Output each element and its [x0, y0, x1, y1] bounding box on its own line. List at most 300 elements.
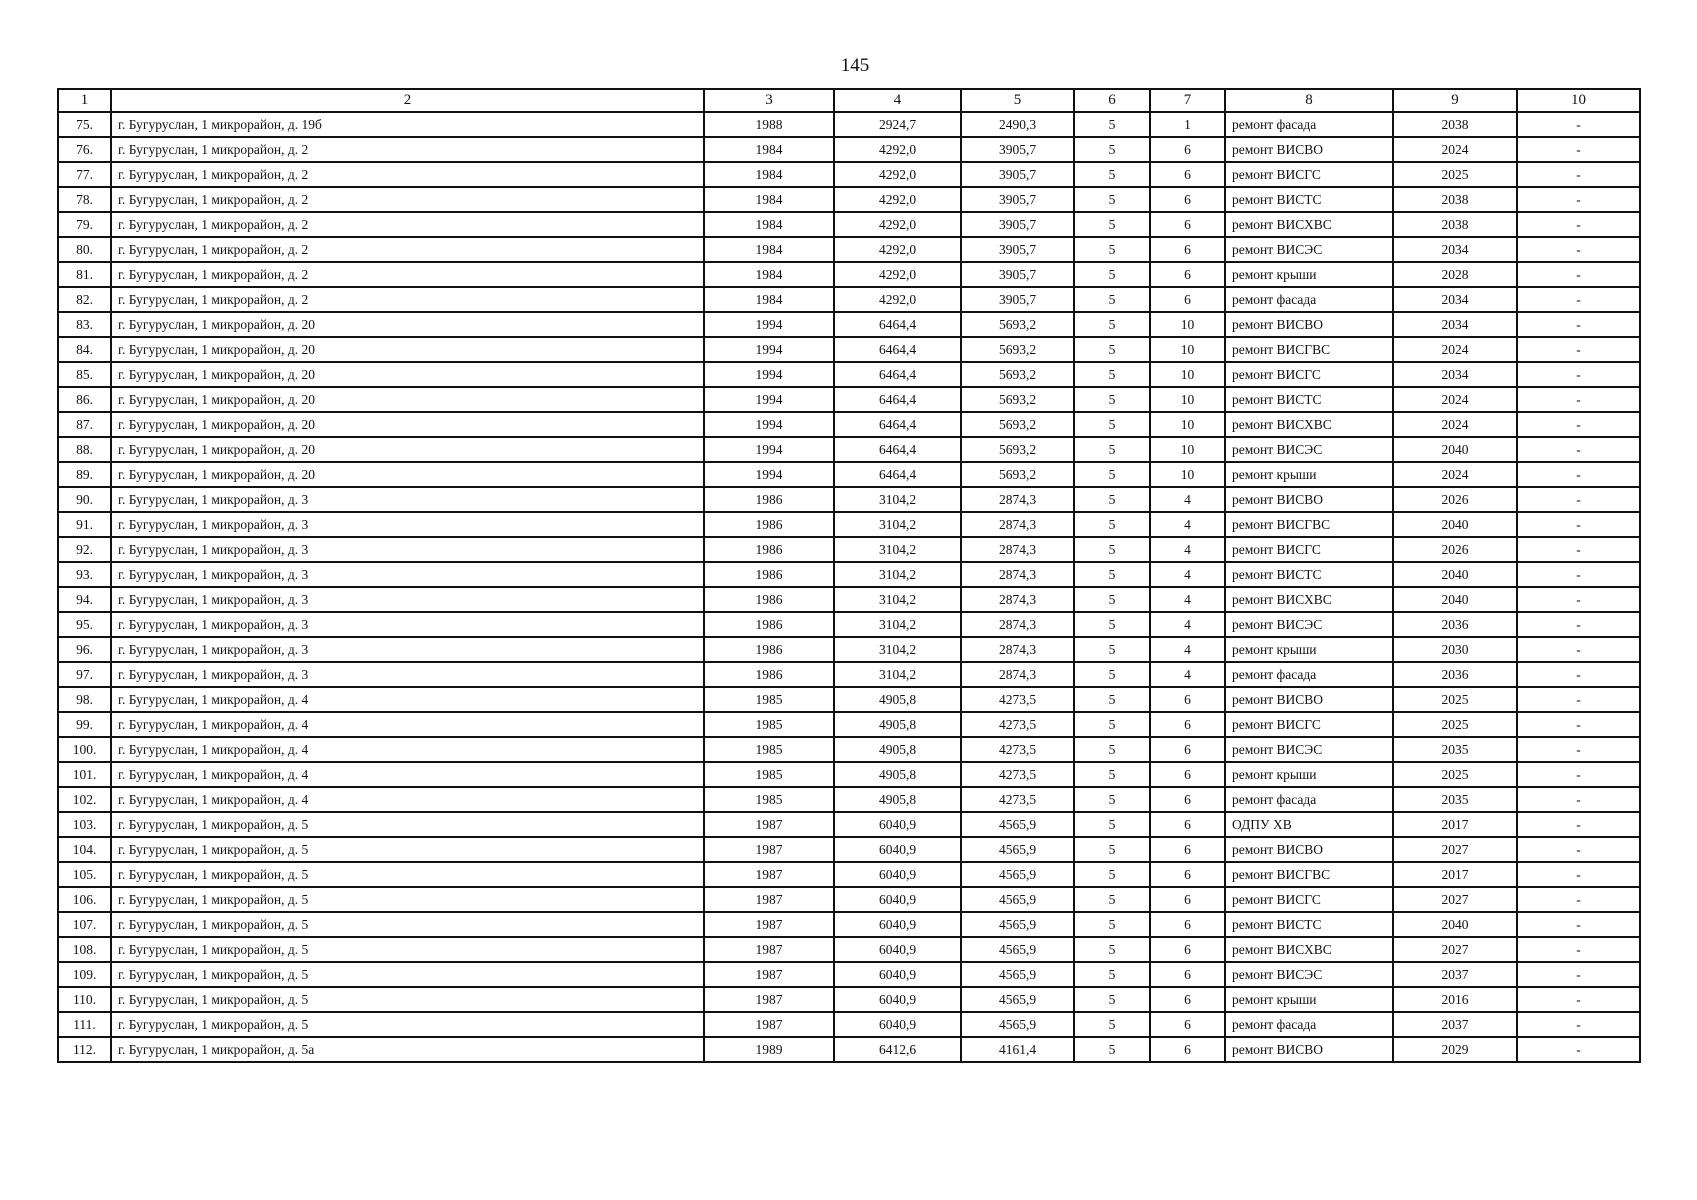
work-type-cell: ремонт крыши [1225, 987, 1393, 1012]
note-cell: - [1517, 912, 1640, 937]
note-cell: - [1517, 662, 1640, 687]
column-header: 5 [961, 89, 1074, 112]
entrances-cell: 4 [1150, 637, 1225, 662]
living-area-cell: 5693,2 [961, 387, 1074, 412]
table-row [58, 687, 1640, 712]
row-number-cell: 92. [58, 537, 111, 562]
row-number-cell: 107. [58, 912, 111, 937]
entrances-cell: 6 [1150, 987, 1225, 1012]
note-cell: - [1517, 487, 1640, 512]
address-cell: г. Бугуруслан, 1 микрорайон, д. 3 [111, 662, 704, 687]
address-cell: г. Бугуруслан, 1 микрорайон, д. 3 [111, 487, 704, 512]
year-built-cell: 1994 [704, 462, 834, 487]
column-header: 7 [1150, 89, 1225, 112]
planned-year-cell: 2036 [1393, 662, 1517, 687]
work-type-cell: ремонт ВИСТС [1225, 562, 1393, 587]
row-number-cell: 82. [58, 287, 111, 312]
note-cell: - [1517, 187, 1640, 212]
planned-year-cell: 2017 [1393, 812, 1517, 837]
note-cell: - [1517, 462, 1640, 487]
row-number-cell: 78. [58, 187, 111, 212]
floors-cell: 5 [1074, 212, 1150, 237]
row-number-cell: 109. [58, 962, 111, 987]
entrances-cell: 10 [1150, 387, 1225, 412]
planned-year-cell: 2029 [1393, 1037, 1517, 1062]
work-type-cell: ремонт ВИСВО [1225, 312, 1393, 337]
planned-year-cell: 2026 [1393, 537, 1517, 562]
work-type-cell: ремонт ВИСХВС [1225, 937, 1393, 962]
living-area-cell: 3905,7 [961, 137, 1074, 162]
work-type-cell: ремонт ВИСВО [1225, 137, 1393, 162]
address-cell: г. Бугуруслан, 1 микрорайон, д. 2 [111, 262, 704, 287]
work-type-cell: ремонт ВИСГС [1225, 162, 1393, 187]
floors-cell: 5 [1074, 687, 1150, 712]
entrances-cell: 6 [1150, 162, 1225, 187]
entrances-cell: 4 [1150, 662, 1225, 687]
row-number-cell: 110. [58, 987, 111, 1012]
planned-year-cell: 2028 [1393, 262, 1517, 287]
total-area-cell: 6040,9 [834, 862, 961, 887]
entrances-cell: 4 [1150, 512, 1225, 537]
living-area-cell: 4273,5 [961, 762, 1074, 787]
living-area-cell: 4565,9 [961, 837, 1074, 862]
floors-cell: 5 [1074, 162, 1150, 187]
planned-year-cell: 2027 [1393, 887, 1517, 912]
total-area-cell: 3104,2 [834, 537, 961, 562]
table-row [58, 262, 1640, 287]
table-body [58, 112, 1640, 1062]
entrances-cell: 6 [1150, 937, 1225, 962]
table-row [58, 287, 1640, 312]
note-cell: - [1517, 962, 1640, 987]
year-built-cell: 1987 [704, 887, 834, 912]
note-cell: - [1517, 562, 1640, 587]
address-cell: г. Бугуруслан, 1 микрорайон, д. 20 [111, 437, 704, 462]
row-number-cell: 87. [58, 412, 111, 437]
address-cell: г. Бугуруслан, 1 микрорайон, д. 5 [111, 1012, 704, 1037]
address-cell: г. Бугуруслан, 1 микрорайон, д. 20 [111, 387, 704, 412]
note-cell: - [1517, 862, 1640, 887]
note-cell: - [1517, 212, 1640, 237]
address-cell: г. Бугуруслан, 1 микрорайон, д. 3 [111, 612, 704, 637]
planned-year-cell: 2017 [1393, 862, 1517, 887]
floors-cell: 5 [1074, 437, 1150, 462]
entrances-cell: 6 [1150, 912, 1225, 937]
living-area-cell: 2874,3 [961, 512, 1074, 537]
address-cell: г. Бугуруслан, 1 микрорайон, д. 5а [111, 1037, 704, 1062]
row-number-cell: 100. [58, 737, 111, 762]
column-header: 10 [1517, 89, 1640, 112]
planned-year-cell: 2025 [1393, 162, 1517, 187]
table-row [58, 337, 1640, 362]
address-cell: г. Бугуруслан, 1 микрорайон, д. 4 [111, 762, 704, 787]
planned-year-cell: 2034 [1393, 362, 1517, 387]
note-cell: - [1517, 687, 1640, 712]
entrances-cell: 4 [1150, 537, 1225, 562]
table-row [58, 962, 1640, 987]
living-area-cell: 3905,7 [961, 187, 1074, 212]
planned-year-cell: 2040 [1393, 912, 1517, 937]
floors-cell: 5 [1074, 962, 1150, 987]
note-cell: - [1517, 137, 1640, 162]
floors-cell: 5 [1074, 337, 1150, 362]
table-row [58, 862, 1640, 887]
work-type-cell: ремонт ВИСЭС [1225, 962, 1393, 987]
floors-cell: 5 [1074, 487, 1150, 512]
note-cell: - [1517, 1012, 1640, 1037]
planned-year-cell: 2034 [1393, 237, 1517, 262]
living-area-cell: 5693,2 [961, 337, 1074, 362]
note-cell: - [1517, 437, 1640, 462]
work-type-cell: ремонт фасада [1225, 287, 1393, 312]
entrances-cell: 6 [1150, 137, 1225, 162]
total-area-cell: 4905,8 [834, 687, 961, 712]
year-built-cell: 1986 [704, 612, 834, 637]
note-cell: - [1517, 512, 1640, 537]
entrances-cell: 10 [1150, 337, 1225, 362]
living-area-cell: 5693,2 [961, 412, 1074, 437]
table-row [58, 412, 1640, 437]
work-type-cell: ремонт ВИСВО [1225, 687, 1393, 712]
work-type-cell: ремонт ВИСВО [1225, 487, 1393, 512]
living-area-cell: 4565,9 [961, 987, 1074, 1012]
planned-year-cell: 2024 [1393, 137, 1517, 162]
table-row [58, 112, 1640, 137]
address-cell: г. Бугуруслан, 1 микрорайон, д. 3 [111, 587, 704, 612]
note-cell: - [1517, 362, 1640, 387]
floors-cell: 5 [1074, 187, 1150, 212]
row-number-cell: 86. [58, 387, 111, 412]
row-number-cell: 103. [58, 812, 111, 837]
address-cell: г. Бугуруслан, 1 микрорайон, д. 2 [111, 287, 704, 312]
floors-cell: 5 [1074, 537, 1150, 562]
planned-year-cell: 2025 [1393, 712, 1517, 737]
floors-cell: 5 [1074, 237, 1150, 262]
row-number-cell: 94. [58, 587, 111, 612]
address-cell: г. Бугуруслан, 1 микрорайон, д. 2 [111, 212, 704, 237]
row-number-cell: 91. [58, 512, 111, 537]
address-cell: г. Бугуруслан, 1 микрорайон, д. 19б [111, 112, 704, 137]
living-area-cell: 2874,3 [961, 662, 1074, 687]
year-built-cell: 1986 [704, 487, 834, 512]
total-area-cell: 4292,0 [834, 187, 961, 212]
column-header: 8 [1225, 89, 1393, 112]
planned-year-cell: 2037 [1393, 962, 1517, 987]
living-area-cell: 4565,9 [961, 912, 1074, 937]
floors-cell: 5 [1074, 587, 1150, 612]
address-cell: г. Бугуруслан, 1 микрорайон, д. 2 [111, 137, 704, 162]
floors-cell: 5 [1074, 512, 1150, 537]
total-area-cell: 3104,2 [834, 662, 961, 687]
total-area-cell: 4292,0 [834, 212, 961, 237]
table-row [58, 737, 1640, 762]
year-built-cell: 1994 [704, 387, 834, 412]
row-number-cell: 106. [58, 887, 111, 912]
year-built-cell: 1985 [704, 712, 834, 737]
entrances-cell: 6 [1150, 237, 1225, 262]
table-row [58, 312, 1640, 337]
address-cell: г. Бугуруслан, 1 микрорайон, д. 2 [111, 237, 704, 262]
total-area-cell: 4905,8 [834, 762, 961, 787]
living-area-cell: 2874,3 [961, 537, 1074, 562]
note-cell: - [1517, 1037, 1640, 1062]
total-area-cell: 6040,9 [834, 837, 961, 862]
note-cell: - [1517, 787, 1640, 812]
total-area-cell: 3104,2 [834, 487, 961, 512]
living-area-cell: 2874,3 [961, 562, 1074, 587]
header-row [58, 89, 1640, 112]
table-row [58, 387, 1640, 412]
year-built-cell: 1985 [704, 787, 834, 812]
floors-cell: 5 [1074, 462, 1150, 487]
living-area-cell: 4273,5 [961, 712, 1074, 737]
note-cell: - [1517, 237, 1640, 262]
total-area-cell: 6464,4 [834, 337, 961, 362]
planned-year-cell: 2038 [1393, 187, 1517, 212]
work-type-cell: ремонт ВИСЭС [1225, 612, 1393, 637]
note-cell: - [1517, 312, 1640, 337]
entrances-cell: 10 [1150, 312, 1225, 337]
note-cell: - [1517, 337, 1640, 362]
row-number-cell: 83. [58, 312, 111, 337]
total-area-cell: 6464,4 [834, 462, 961, 487]
planned-year-cell: 2035 [1393, 737, 1517, 762]
row-number-cell: 101. [58, 762, 111, 787]
work-type-cell: ремонт ВИСТС [1225, 187, 1393, 212]
living-area-cell: 4565,9 [961, 1012, 1074, 1037]
column-header: 9 [1393, 89, 1517, 112]
row-number-cell: 98. [58, 687, 111, 712]
work-type-cell: ремонт ВИСВО [1225, 837, 1393, 862]
table-row [58, 237, 1640, 262]
address-cell: г. Бугуруслан, 1 микрорайон, д. 5 [111, 837, 704, 862]
note-cell: - [1517, 637, 1640, 662]
row-number-cell: 96. [58, 637, 111, 662]
table-row [58, 562, 1640, 587]
entrances-cell: 6 [1150, 762, 1225, 787]
floors-cell: 5 [1074, 812, 1150, 837]
floors-cell: 5 [1074, 262, 1150, 287]
total-area-cell: 3104,2 [834, 637, 961, 662]
living-area-cell: 4161,4 [961, 1037, 1074, 1062]
living-area-cell: 4565,9 [961, 812, 1074, 837]
work-type-cell: ремонт ВИСЭС [1225, 737, 1393, 762]
registry-table [57, 88, 1641, 1063]
work-type-cell: ремонт крыши [1225, 262, 1393, 287]
living-area-cell: 5693,2 [961, 437, 1074, 462]
floors-cell: 5 [1074, 712, 1150, 737]
work-type-cell: ремонт ВИСГВС [1225, 337, 1393, 362]
planned-year-cell: 2024 [1393, 337, 1517, 362]
planned-year-cell: 2037 [1393, 1012, 1517, 1037]
work-type-cell: ремонт ВИСТС [1225, 912, 1393, 937]
floors-cell: 5 [1074, 1012, 1150, 1037]
living-area-cell: 2490,3 [961, 112, 1074, 137]
table-row [58, 462, 1640, 487]
address-cell: г. Бугуруслан, 1 микрорайон, д. 5 [111, 987, 704, 1012]
floors-cell: 5 [1074, 312, 1150, 337]
planned-year-cell: 2026 [1393, 487, 1517, 512]
living-area-cell: 4565,9 [961, 887, 1074, 912]
note-cell: - [1517, 762, 1640, 787]
total-area-cell: 4292,0 [834, 262, 961, 287]
entrances-cell: 6 [1150, 787, 1225, 812]
total-area-cell: 4905,8 [834, 787, 961, 812]
year-built-cell: 1984 [704, 237, 834, 262]
planned-year-cell: 2040 [1393, 437, 1517, 462]
living-area-cell: 3905,7 [961, 287, 1074, 312]
planned-year-cell: 2034 [1393, 312, 1517, 337]
entrances-cell: 4 [1150, 562, 1225, 587]
address-cell: г. Бугуруслан, 1 микрорайон, д. 5 [111, 812, 704, 837]
floors-cell: 5 [1074, 862, 1150, 887]
table-row [58, 212, 1640, 237]
row-number-cell: 88. [58, 437, 111, 462]
year-built-cell: 1987 [704, 862, 834, 887]
work-type-cell: ремонт ВИСГВС [1225, 862, 1393, 887]
year-built-cell: 1994 [704, 337, 834, 362]
note-cell: - [1517, 837, 1640, 862]
row-number-cell: 108. [58, 937, 111, 962]
year-built-cell: 1984 [704, 137, 834, 162]
work-type-cell: ремонт ВИСХВС [1225, 212, 1393, 237]
work-type-cell: ремонт ВИСГВС [1225, 512, 1393, 537]
year-built-cell: 1987 [704, 962, 834, 987]
total-area-cell: 6412,6 [834, 1037, 961, 1062]
row-number-cell: 90. [58, 487, 111, 512]
entrances-cell: 6 [1150, 712, 1225, 737]
year-built-cell: 1987 [704, 937, 834, 962]
floors-cell: 5 [1074, 112, 1150, 137]
total-area-cell: 2924,7 [834, 112, 961, 137]
row-number-cell: 84. [58, 337, 111, 362]
total-area-cell: 6040,9 [834, 937, 961, 962]
work-type-cell: ремонт фасада [1225, 1012, 1393, 1037]
floors-cell: 5 [1074, 662, 1150, 687]
year-built-cell: 1987 [704, 912, 834, 937]
entrances-cell: 6 [1150, 962, 1225, 987]
living-area-cell: 4565,9 [961, 862, 1074, 887]
row-number-cell: 93. [58, 562, 111, 587]
floors-cell: 5 [1074, 837, 1150, 862]
work-type-cell: ремонт фасада [1225, 112, 1393, 137]
living-area-cell: 3905,7 [961, 162, 1074, 187]
total-area-cell: 6040,9 [834, 987, 961, 1012]
year-built-cell: 1994 [704, 412, 834, 437]
page-number: 145 [840, 55, 870, 76]
total-area-cell: 3104,2 [834, 562, 961, 587]
living-area-cell: 4565,9 [961, 937, 1074, 962]
planned-year-cell: 2025 [1393, 762, 1517, 787]
column-header: 2 [111, 89, 704, 112]
year-built-cell: 1985 [704, 762, 834, 787]
table-row [58, 662, 1640, 687]
note-cell: - [1517, 387, 1640, 412]
planned-year-cell: 2038 [1393, 212, 1517, 237]
note-cell: - [1517, 887, 1640, 912]
year-built-cell: 1986 [704, 512, 834, 537]
table-row [58, 912, 1640, 937]
row-number-cell: 80. [58, 237, 111, 262]
work-type-cell: ремонт ВИСГС [1225, 887, 1393, 912]
floors-cell: 5 [1074, 937, 1150, 962]
note-cell: - [1517, 112, 1640, 137]
year-built-cell: 1989 [704, 1037, 834, 1062]
planned-year-cell: 2027 [1393, 937, 1517, 962]
year-built-cell: 1987 [704, 812, 834, 837]
address-cell: г. Бугуруслан, 1 микрорайон, д. 20 [111, 462, 704, 487]
total-area-cell: 6464,4 [834, 387, 961, 412]
floors-cell: 5 [1074, 612, 1150, 637]
living-area-cell: 4273,5 [961, 687, 1074, 712]
total-area-cell: 3104,2 [834, 587, 961, 612]
year-built-cell: 1988 [704, 112, 834, 137]
year-built-cell: 1985 [704, 687, 834, 712]
work-type-cell: ремонт ВИСГС [1225, 537, 1393, 562]
year-built-cell: 1987 [704, 837, 834, 862]
work-type-cell: ремонт ВИСЭС [1225, 237, 1393, 262]
row-number-cell: 104. [58, 837, 111, 862]
address-cell: г. Бугуруслан, 1 микрорайон, д. 2 [111, 162, 704, 187]
planned-year-cell: 2025 [1393, 687, 1517, 712]
total-area-cell: 3104,2 [834, 612, 961, 637]
address-cell: г. Бугуруслан, 1 микрорайон, д. 3 [111, 537, 704, 562]
living-area-cell: 4565,9 [961, 962, 1074, 987]
table-row [58, 587, 1640, 612]
year-built-cell: 1987 [704, 987, 834, 1012]
address-cell: г. Бугуруслан, 1 микрорайон, д. 20 [111, 337, 704, 362]
living-area-cell: 5693,2 [961, 312, 1074, 337]
note-cell: - [1517, 987, 1640, 1012]
living-area-cell: 4273,5 [961, 737, 1074, 762]
row-number-cell: 81. [58, 262, 111, 287]
address-cell: г. Бугуруслан, 1 микрорайон, д. 3 [111, 512, 704, 537]
planned-year-cell: 2030 [1393, 637, 1517, 662]
address-cell: г. Бугуруслан, 1 микрорайон, д. 20 [111, 312, 704, 337]
table-row [58, 1037, 1640, 1062]
entrances-cell: 6 [1150, 837, 1225, 862]
table-row [58, 837, 1640, 862]
entrances-cell: 10 [1150, 462, 1225, 487]
entrances-cell: 6 [1150, 687, 1225, 712]
living-area-cell: 2874,3 [961, 612, 1074, 637]
year-built-cell: 1984 [704, 187, 834, 212]
year-built-cell: 1986 [704, 662, 834, 687]
total-area-cell: 6040,9 [834, 812, 961, 837]
column-header: 3 [704, 89, 834, 112]
work-type-cell: ремонт крыши [1225, 462, 1393, 487]
entrances-cell: 6 [1150, 812, 1225, 837]
address-cell: г. Бугуруслан, 1 микрорайон, д. 5 [111, 887, 704, 912]
total-area-cell: 4292,0 [834, 137, 961, 162]
floors-cell: 5 [1074, 287, 1150, 312]
floors-cell: 5 [1074, 912, 1150, 937]
entrances-cell: 6 [1150, 862, 1225, 887]
table-row [58, 437, 1640, 462]
entrances-cell: 6 [1150, 212, 1225, 237]
note-cell: - [1517, 812, 1640, 837]
row-number-cell: 89. [58, 462, 111, 487]
floors-cell: 5 [1074, 387, 1150, 412]
planned-year-cell: 2038 [1393, 112, 1517, 137]
row-number-cell: 76. [58, 137, 111, 162]
table-row [58, 787, 1640, 812]
living-area-cell: 5693,2 [961, 362, 1074, 387]
row-number-cell: 85. [58, 362, 111, 387]
row-number-cell: 99. [58, 712, 111, 737]
floors-cell: 5 [1074, 137, 1150, 162]
year-built-cell: 1985 [704, 737, 834, 762]
